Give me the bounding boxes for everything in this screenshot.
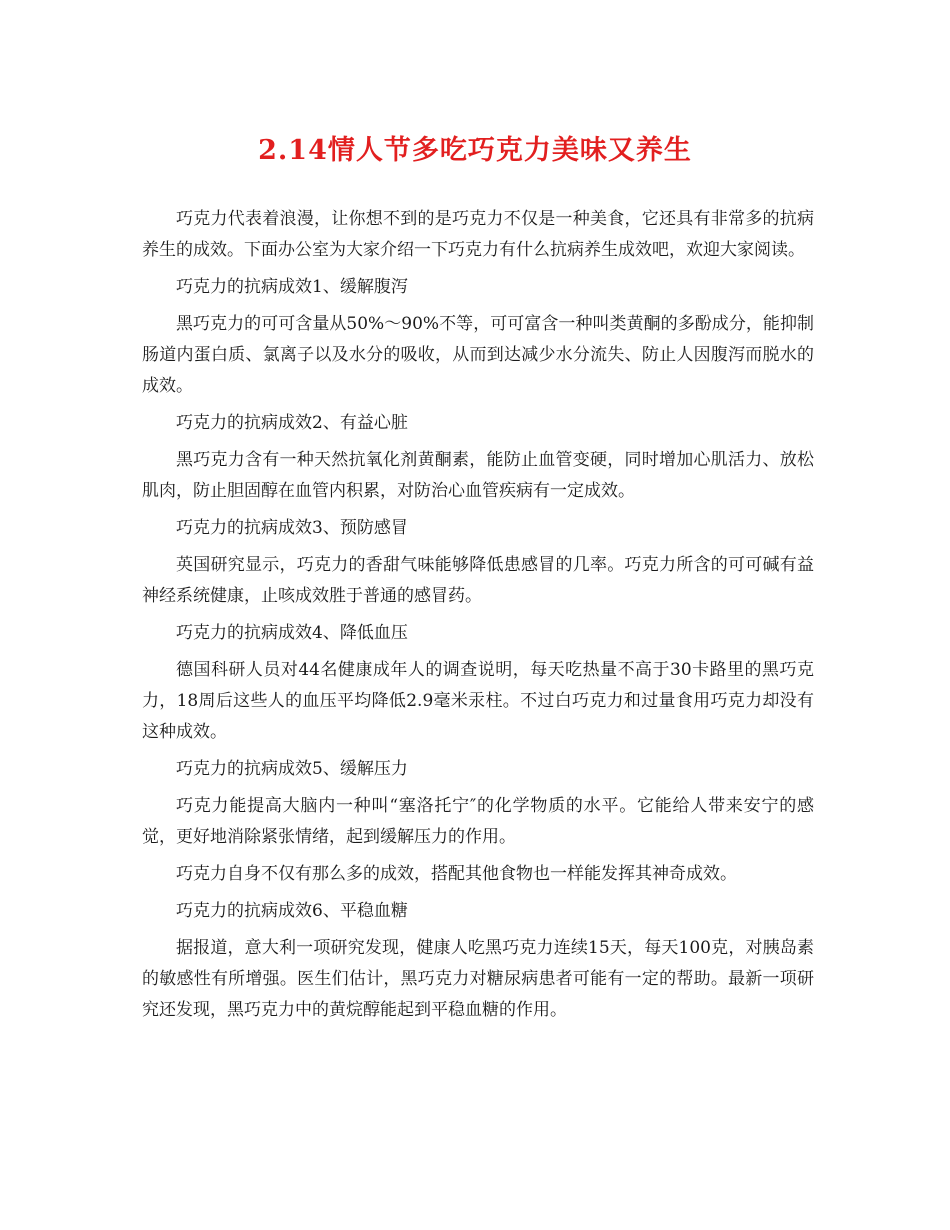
paragraph-intro: 巧克力代表着浪漫，让你想不到的是巧克力不仅是一种美食，它还具有非常多的抗病养生的成效。下面办公室为大家介绍一下巧克力有什么抗病养生成效吧，欢迎大家阅读。 <box>142 209 814 260</box>
section-heading-5: 巧克力的抗病成效5、缓解压力 <box>176 759 408 779</box>
paragraph-1: 黑巧克力的可可含量从50%～90%不等，可可富含一种叫类黄酮的多酚成分，能抑制肠道内蛋白质、氯离子以及水分的吸收，从而到达减少水分流失、防止人因腹泻而脱水的成效。 <box>142 314 814 396</box>
paragraph-6: 据报道，意大利一项研究发现，健康人吃黑巧克力连续15天，每天100克，对胰岛素的敏感性有所增强。医生们估计，黑巧克力对糖尿病患者可能有一定的帮助。最新一项研究还发现，黑巧克力中的黄烷醇能起到平稳血糖的作用。 <box>142 938 814 1020</box>
page-title: 2.14情人节多吃巧克力美味又养生 <box>258 135 692 166</box>
section-heading-3: 巧克力的抗病成效3、预防感冒 <box>176 518 408 538</box>
paragraph-5: 巧克力能提高大脑内一种叫“塞洛托宁″的化学物质的水平。它能给人带来安宁的感觉，更好地消除紧张情绪，起到缓解压力的作用。 <box>142 796 814 847</box>
paragraph-2: 黑巧克力含有一种天然抗氧化剂黄酮素，能防止血管变硬，同时增加心肌活力、放松肌肉，防止胆固醇在血管内积累，对防治心血管疾病有一定成效。 <box>142 450 814 501</box>
section-heading-6: 巧克力的抗病成效6、平稳血糖 <box>176 901 408 921</box>
section-heading-1: 巧克力的抗病成效1、缓解腹泻 <box>176 277 408 297</box>
section-heading-2: 巧克力的抗病成效2、有益心脏 <box>176 413 408 433</box>
document-body <box>142 204 814 1032</box>
paragraph-5b: 巧克力自身不仅有那么多的成效，搭配其他食物也一样能发挥其神奇成效。 <box>176 864 737 884</box>
paragraph-4: 德国科研人员对44名健康成年人的调查说明，每天吃热量不高于30卡路里的黑巧克力，18周后这些人的血压平均降低2.9毫米汞柱。不过白巧克力和过量食用巧克力却没有这种成效。 <box>142 660 814 742</box>
section-heading-4: 巧克力的抗病成效4、降低血压 <box>176 623 408 643</box>
paragraph-3: 英国研究显示，巧克力的香甜气味能够降低患感冒的几率。巧克力所含的可可碱有益神经系统健康，止咳成效胜于普通的感冒药。 <box>142 555 814 606</box>
